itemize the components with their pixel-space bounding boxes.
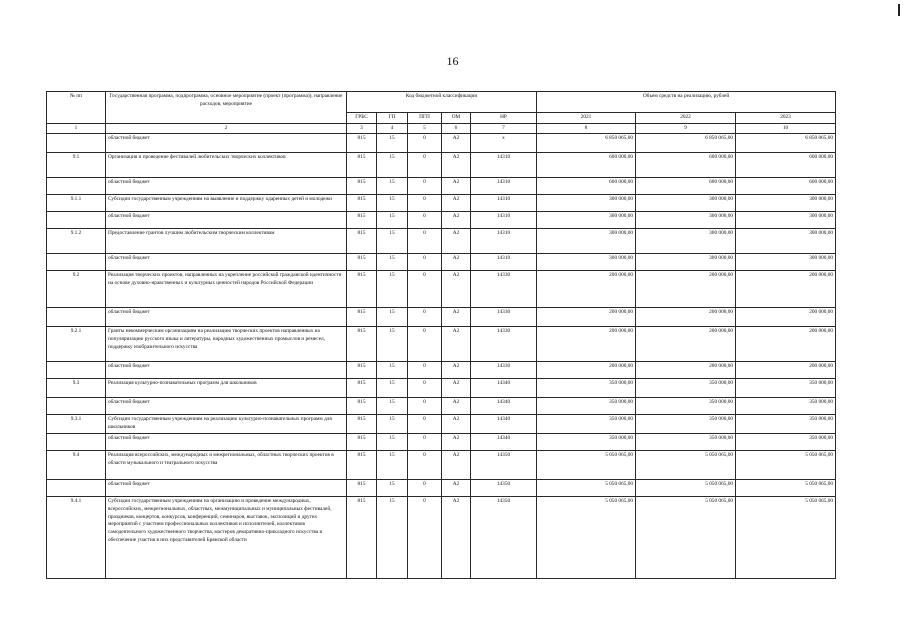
code-om: А2 — [442, 327, 471, 362]
code-gp: 15 — [377, 178, 408, 195]
code-gp: 15 — [377, 212, 408, 229]
amount-2023: 200 000,00 — [736, 308, 836, 327]
amount-2021: 600 000,00 — [537, 153, 636, 178]
col-number: 3 — [347, 123, 377, 134]
code-pgp: 0 — [408, 134, 442, 153]
amount-2021: 5 050 065,00 — [537, 497, 636, 579]
code-om: А2 — [442, 178, 471, 195]
col-number: 6 — [442, 123, 471, 134]
header-code-grbs: ГРБС — [347, 113, 377, 124]
header-code-pgp: ПГП — [408, 113, 442, 124]
table-row — [47, 379, 836, 398]
code-gp: 15 — [377, 379, 408, 398]
code-nr: 14350 — [471, 451, 537, 480]
code-gp: 15 — [377, 271, 408, 308]
header-name: Государственная программа, подпрограмма, основное мероприятие (проект (программа)), направление расходов, мероприятие — [106, 92, 347, 124]
code-grbs: 815 — [347, 212, 377, 229]
amount-2021: 300 000,00 — [537, 195, 636, 212]
code-pgp: 0 — [408, 178, 442, 195]
amount-2022: 5 050 065,00 — [636, 451, 736, 480]
col-number: 7 — [471, 123, 537, 134]
amount-2023: 200 000,00 — [736, 362, 836, 379]
code-om: А2 — [442, 480, 471, 497]
code-om: А2 — [442, 497, 471, 579]
code-grbs: 815 — [347, 379, 377, 398]
code-om: А2 — [442, 271, 471, 308]
row-number: 9.4.1 — [47, 497, 106, 579]
code-gp: 15 — [377, 362, 408, 379]
header-year-2021: 2021 — [537, 113, 636, 124]
code-gp: 15 — [377, 134, 408, 153]
header-year-2022: 2022 — [636, 113, 736, 124]
row-number: 9.1.2 — [47, 229, 106, 254]
code-grbs: 815 — [347, 229, 377, 254]
amount-2022: 300 000,00 — [636, 254, 736, 271]
code-pgp: 0 — [408, 480, 442, 497]
row-name: Субсидии государственным учреждениям на выявление и поддержку одаренных детей и молодежи — [106, 195, 347, 212]
row-number: 9.1 — [47, 153, 106, 178]
code-grbs: 815 — [347, 434, 377, 451]
amount-2021: 200 000,00 — [537, 308, 636, 327]
amount-2023: 600 000,00 — [736, 178, 836, 195]
code-nr: x — [471, 134, 537, 153]
amount-2021: 350 000,00 — [537, 379, 636, 398]
table-row — [47, 480, 836, 497]
code-nr: 14340 — [471, 415, 537, 434]
code-pgp: 0 — [408, 434, 442, 451]
row-number — [47, 308, 106, 327]
amount-2022: 300 000,00 — [636, 212, 736, 229]
amount-2023: 300 000,00 — [736, 229, 836, 254]
code-grbs: 815 — [347, 398, 377, 415]
amount-2023: 350 000,00 — [736, 379, 836, 398]
code-nr: 14330 — [471, 362, 537, 379]
amount-2023: 300 000,00 — [736, 212, 836, 229]
code-nr: 14340 — [471, 398, 537, 415]
table-row — [47, 254, 836, 271]
row-number: 9.2 — [47, 271, 106, 308]
table-row — [47, 327, 836, 362]
code-pgp: 0 — [408, 212, 442, 229]
code-nr: 14310 — [471, 195, 537, 212]
amount-2022: 5 050 065,00 — [636, 480, 736, 497]
col-number: 2 — [106, 123, 347, 134]
code-om: А2 — [442, 308, 471, 327]
table-row — [47, 308, 836, 327]
row-number — [47, 480, 106, 497]
code-grbs: 815 — [347, 308, 377, 327]
row-name: Реализация творческих проектов, направленных на укрепление российской гражданской идентичности на основе духовно-нравственных и культурных ценностей народов Российской Федерации — [106, 271, 347, 308]
amount-2023: 300 000,00 — [736, 195, 836, 212]
header-amount-group: Объем средств на реализацию, рублей — [537, 92, 836, 113]
amount-2021: 6 850 065,00 — [537, 134, 636, 153]
code-om: А2 — [442, 195, 471, 212]
amount-2023: 200 000,00 — [736, 271, 836, 308]
code-nr: 14330 — [471, 308, 537, 327]
row-number: 9.3.1 — [47, 415, 106, 434]
row-name: Реализация культурно-познавательных программ для школьников — [106, 379, 347, 398]
row-number — [47, 362, 106, 379]
code-nr: 14350 — [471, 480, 537, 497]
amount-2021: 300 000,00 — [537, 254, 636, 271]
amount-2022: 350 000,00 — [636, 379, 736, 398]
amount-2022: 350 000,00 — [636, 398, 736, 415]
amount-2022: 300 000,00 — [636, 195, 736, 212]
row-name: Гранты некоммерческим организациям на реализацию творческих проектов направленных на популяризацию русского языка и литературы, народных художественных промыслов и ремесел, поддержку изобразительного искусства — [106, 327, 347, 362]
amount-2021: 5 050 065,00 — [537, 480, 636, 497]
code-om: А2 — [442, 254, 471, 271]
code-gp: 15 — [377, 434, 408, 451]
code-nr: 14340 — [471, 379, 537, 398]
row-name: областной бюджет — [106, 254, 347, 271]
table-row — [47, 153, 836, 178]
amount-2022: 200 000,00 — [636, 308, 736, 327]
code-gp: 15 — [377, 308, 408, 327]
code-om: А2 — [442, 134, 471, 153]
amount-2021: 200 000,00 — [537, 362, 636, 379]
code-grbs: 815 — [347, 451, 377, 480]
amount-2021: 350 000,00 — [537, 434, 636, 451]
code-grbs: 815 — [347, 254, 377, 271]
code-gp: 15 — [377, 327, 408, 362]
code-gp: 15 — [377, 153, 408, 178]
amount-2023: 200 000,00 — [736, 327, 836, 362]
row-name: Реализация всероссийских, международных и межрегиональных, областных творческих проектов в области музыкального и театрального искусства — [106, 451, 347, 480]
amount-2021: 350 000,00 — [537, 398, 636, 415]
row-name: областной бюджет — [106, 212, 347, 229]
header-code-om: ОМ — [442, 113, 471, 124]
table-row — [47, 195, 836, 212]
code-gp: 15 — [377, 451, 408, 480]
col-number: 9 — [636, 123, 736, 134]
header-code-nr: НР — [471, 113, 537, 124]
amount-2023: 5 050 065,00 — [736, 480, 836, 497]
row-name: Организация и проведение фестивалей любительских творческих коллективов — [106, 153, 347, 178]
code-nr: 14310 — [471, 153, 537, 178]
amount-2021: 350 000,00 — [537, 415, 636, 434]
amount-2022: 6 850 065,00 — [636, 134, 736, 153]
code-nr: 14340 — [471, 434, 537, 451]
table-row — [47, 271, 836, 308]
code-om: А2 — [442, 212, 471, 229]
code-gp: 15 — [377, 398, 408, 415]
code-pgp: 0 — [408, 362, 442, 379]
row-number — [47, 254, 106, 271]
amount-2022: 200 000,00 — [636, 327, 736, 362]
code-grbs: 815 — [347, 327, 377, 362]
table-row — [47, 451, 836, 480]
row-name: областной бюджет — [106, 134, 347, 153]
row-name: областной бюджет — [106, 480, 347, 497]
code-grbs: 815 — [347, 134, 377, 153]
row-name: Субсидии государственным учреждениям на организацию и проведение международных, всероссийских, межрегиональных, областных, межмуниципальных и муниципальных фестивалей, праздников, концертов, конкурсов, конференций, семинаров, выставок, экспозиций и других мероприятий с участием профессиональных коллективов и исполнителей, коллективов самодеятельного художественного творчества, мастеров декоративно-прикладного искусства и обеспечение участия в них представителей Брянской области — [106, 497, 347, 579]
code-nr: 14310 — [471, 212, 537, 229]
row-number: 9.3 — [47, 379, 106, 398]
amount-2023: 600 000,00 — [736, 153, 836, 178]
code-nr: 14330 — [471, 271, 537, 308]
row-name: Предоставление грантов лучшим любительским творческим коллективам — [106, 229, 347, 254]
amount-2022: 200 000,00 — [636, 362, 736, 379]
amount-2022: 600 000,00 — [636, 153, 736, 178]
code-pgp: 0 — [408, 497, 442, 579]
row-number — [47, 434, 106, 451]
code-om: А2 — [442, 398, 471, 415]
col-number: 8 — [537, 123, 636, 134]
row-number: 9.1.1 — [47, 195, 106, 212]
amount-2021: 600 000,00 — [537, 178, 636, 195]
header-year-2023: 2023 — [736, 113, 836, 124]
amount-2021: 200 000,00 — [537, 271, 636, 308]
amount-2022: 600 000,00 — [636, 178, 736, 195]
header-row-col-numbers — [47, 123, 836, 134]
code-pgp: 0 — [408, 308, 442, 327]
code-gp: 15 — [377, 480, 408, 497]
amount-2023: 300 000,00 — [736, 254, 836, 271]
amount-2022: 350 000,00 — [636, 415, 736, 434]
code-om: А2 — [442, 153, 471, 178]
row-number — [47, 212, 106, 229]
amount-2023: 350 000,00 — [736, 398, 836, 415]
code-om: А2 — [442, 229, 471, 254]
code-gp: 15 — [377, 254, 408, 271]
header-row-top — [47, 92, 836, 113]
amount-2021: 300 000,00 — [537, 212, 636, 229]
amount-2023: 5 050 065,00 — [736, 451, 836, 480]
amount-2022: 300 000,00 — [636, 229, 736, 254]
row-name: областной бюджет — [106, 178, 347, 195]
row-number — [47, 178, 106, 195]
amount-2023: 350 000,00 — [736, 415, 836, 434]
code-grbs: 815 — [347, 415, 377, 434]
code-pgp: 0 — [408, 451, 442, 480]
code-grbs: 815 — [347, 153, 377, 178]
row-name: Субсидии государственным учреждениям на реализацию культурно-познавательных программ для школьников — [106, 415, 347, 434]
code-om: А2 — [442, 362, 471, 379]
code-pgp: 0 — [408, 153, 442, 178]
header-num: № пп — [47, 92, 106, 124]
row-name: областной бюджет — [106, 308, 347, 327]
code-nr: 14330 — [471, 327, 537, 362]
amount-2022: 350 000,00 — [636, 434, 736, 451]
table-row — [47, 134, 836, 153]
code-grbs: 815 — [347, 480, 377, 497]
code-grbs: 815 — [347, 271, 377, 308]
table-row — [47, 434, 836, 451]
code-pgp: 0 — [408, 327, 442, 362]
table-row — [47, 362, 836, 379]
code-pgp: 0 — [408, 195, 442, 212]
table-row — [47, 212, 836, 229]
code-pgp: 0 — [408, 379, 442, 398]
code-om: А2 — [442, 415, 471, 434]
col-number: 4 — [377, 123, 408, 134]
code-pgp: 0 — [408, 254, 442, 271]
amount-2021: 200 000,00 — [537, 327, 636, 362]
table-row — [47, 178, 836, 195]
code-gp: 15 — [377, 497, 408, 579]
amount-2023: 350 000,00 — [736, 434, 836, 451]
code-nr: 14310 — [471, 229, 537, 254]
row-name: областной бюджет — [106, 434, 347, 451]
table-row — [47, 229, 836, 254]
table-row — [47, 497, 836, 579]
header-code-gp: ГП — [377, 113, 408, 124]
amount-2023: 6 850 065,00 — [736, 134, 836, 153]
page-edge-mark — [898, 4, 900, 16]
code-pgp: 0 — [408, 398, 442, 415]
table-row — [47, 398, 836, 415]
row-number — [47, 134, 106, 153]
code-om: А2 — [442, 379, 471, 398]
code-pgp: 0 — [408, 229, 442, 254]
table-row — [47, 415, 836, 434]
amount-2022: 5 050 065,00 — [636, 497, 736, 579]
col-number: 10 — [736, 123, 836, 134]
amount-2021: 300 000,00 — [537, 229, 636, 254]
amount-2022: 200 000,00 — [636, 271, 736, 308]
amount-2021: 5 050 065,00 — [537, 451, 636, 480]
code-grbs: 815 — [347, 362, 377, 379]
code-nr: 14310 — [471, 254, 537, 271]
header-code-group: Код бюджетной классификации — [347, 92, 537, 113]
code-gp: 15 — [377, 195, 408, 212]
col-number: 1 — [47, 123, 106, 134]
budget-table — [46, 91, 836, 579]
code-grbs: 815 — [347, 497, 377, 579]
row-name: областной бюджет — [106, 362, 347, 379]
code-nr: 14310 — [471, 178, 537, 195]
code-nr: 14350 — [471, 497, 537, 579]
code-gp: 15 — [377, 229, 408, 254]
page-number: 16 — [446, 54, 459, 68]
row-number: 9.2.1 — [47, 327, 106, 362]
code-gp: 15 — [377, 415, 408, 434]
row-number: 9.4 — [47, 451, 106, 480]
code-grbs: 815 — [347, 178, 377, 195]
code-om: А2 — [442, 451, 471, 480]
row-name: областной бюджет — [106, 398, 347, 415]
code-pgp: 0 — [408, 415, 442, 434]
code-pgp: 0 — [408, 271, 442, 308]
col-number: 5 — [408, 123, 442, 134]
code-grbs: 815 — [347, 195, 377, 212]
amount-2023: 5 050 065,00 — [736, 497, 836, 579]
code-om: А2 — [442, 434, 471, 451]
row-number — [47, 398, 106, 415]
